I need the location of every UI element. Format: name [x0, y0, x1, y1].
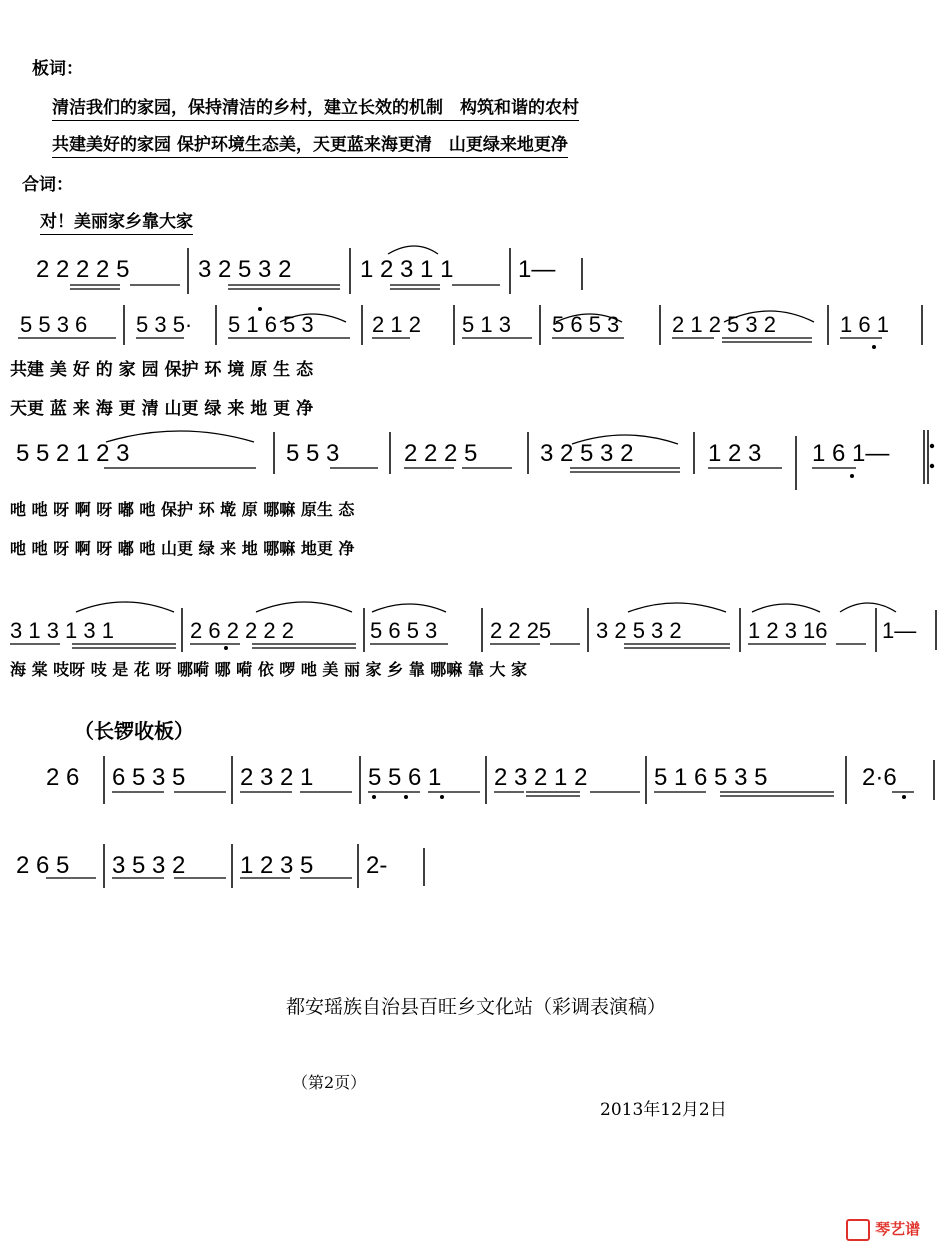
lyric-line: 海 棠 吱呀 吱 是 花 呀 哪嗬 哪 嗬 依 啰 吔 美 丽 家 乡 靠 哪嘛 靠 大 家 — [10, 660, 527, 679]
measure: 5 6 5 3 — [370, 618, 438, 643]
measure: 2 6 2 2 2 2 — [190, 618, 294, 643]
measure: 5 6 5 3 — [552, 312, 620, 337]
measure: 1 2 3 1 1 — [360, 256, 454, 283]
measure: 2 6 — [46, 764, 80, 791]
measure: 2 3 2 1 2 — [494, 764, 588, 791]
page-number: （第2页） — [292, 1073, 367, 1092]
section-label: （长锣收板） — [74, 719, 194, 743]
measure: 1— — [518, 256, 556, 283]
measure: 5 1 6 5 3 — [228, 312, 314, 337]
measure: 2 1 2 — [372, 312, 421, 337]
measure: 2 2 2 2 5 — [36, 256, 130, 283]
measure: 3 2 5 3 2 — [198, 256, 292, 283]
measure: 3 5 3 2 — [112, 852, 186, 879]
heci-label: 合词： — [22, 175, 73, 195]
logo-icon — [846, 1219, 870, 1241]
measure: 1— — [882, 618, 917, 643]
lyric-line: 天更 蓝 来 海 更 清 山更 绿 来 地 更 净 — [10, 399, 314, 419]
measure: 3 2 5 3 2 — [540, 440, 634, 467]
measure: 1 2 3 16 — [748, 618, 828, 643]
measure: 5 5 3 — [286, 440, 340, 467]
measure: 1 2 3 5 — [240, 852, 314, 879]
lyric-line: 吔 吔 呀 啊 呀 嘟 吔 山更 绿 来 地 哪嘛 地更 净 — [10, 539, 355, 558]
logo-text: 琴艺谱 — [875, 1220, 921, 1238]
measure: 2 1 2 5 3 2 — [672, 312, 776, 337]
measure: 3 2 5 3 2 — [596, 618, 682, 643]
date: 2013年12月2日 — [600, 1100, 727, 1120]
measure: 2- — [366, 852, 388, 879]
measure: 2 2 25 — [490, 618, 552, 643]
measure: 5 1 3 — [462, 312, 511, 337]
measure: 1 2 3 — [708, 440, 762, 467]
measure: 5 3 5· — [136, 312, 193, 337]
heci-line: 对！美丽家乡靠大家 — [40, 207, 193, 235]
measure: 2 3 2 1 — [240, 764, 314, 791]
measure: 5 5 2 1 2 3 — [16, 440, 130, 467]
measure: 5 5 6 1 — [368, 764, 442, 791]
measure: 2·6 — [862, 764, 897, 791]
banci-label: 板词： — [32, 59, 83, 79]
measure: 1 6 1 — [840, 312, 889, 337]
measure: 1 6 1— — [812, 440, 890, 467]
measure: 5 1 6 5 3 5 — [654, 764, 768, 791]
measure: 2 6 5 — [16, 852, 70, 879]
lyric-line: 共建 美 好 的 家 园 保护 环 境 原 生 态 — [10, 360, 314, 380]
banci-line-1: 清洁我们的家园，保持清洁的乡村，建立长效的机制 构筑和谐的农村 — [52, 93, 579, 121]
measure: 3 1 3 1 3 1 — [10, 618, 114, 643]
lyric-line: 吔 吔 呀 啊 呀 嘟 吔 保护 环 墘 原 哪嘛 原生 态 — [10, 500, 355, 519]
measure: 6 5 3 5 — [112, 764, 186, 791]
measure: 2 2 2 5 — [404, 440, 478, 467]
organization-credit: 都安瑶族自治县百旺乡文化站（彩调表演稿） — [286, 996, 667, 1018]
watermark-logo — [846, 1218, 920, 1241]
measure: 5 5 3 6 — [20, 312, 88, 337]
banci-line-2: 共建美好的家园 保护环境生态美，天更蓝来海更清 山更绿来地更净 — [52, 130, 568, 158]
